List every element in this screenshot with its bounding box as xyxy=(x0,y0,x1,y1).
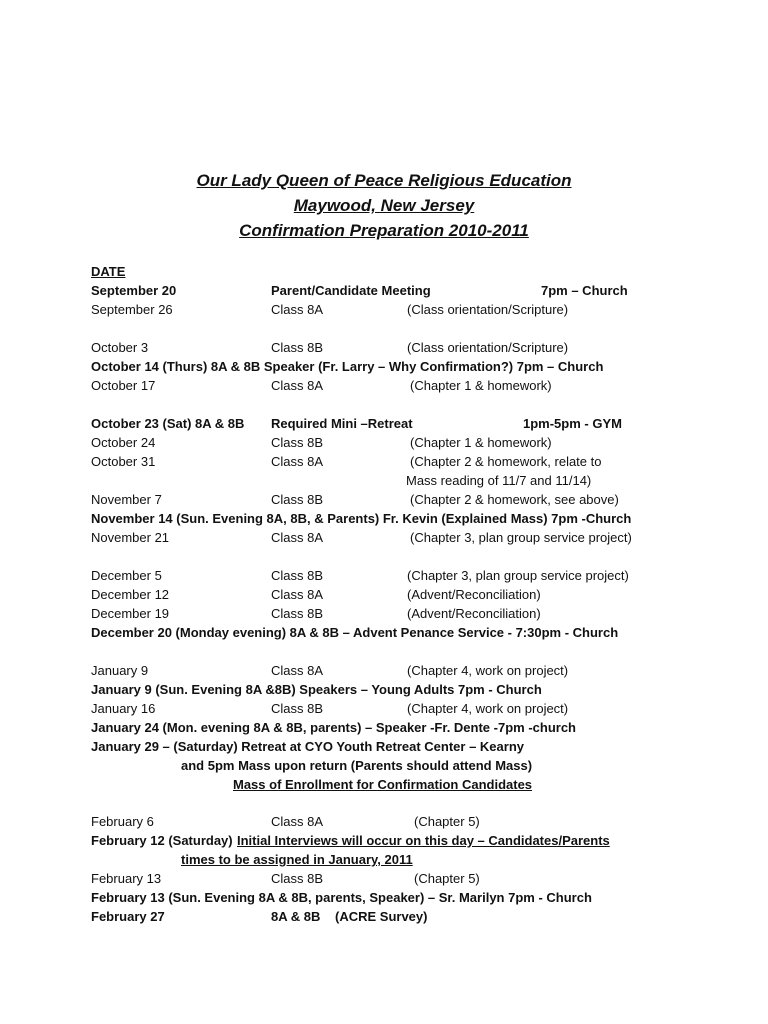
row-date: February 27 xyxy=(91,909,165,924)
row-date: December 19 xyxy=(91,606,170,621)
schedule-row xyxy=(0,718,768,737)
row-note: (Chapter 2 & homework, see above) xyxy=(410,492,619,507)
row-class: Class 8B xyxy=(271,568,324,583)
row-class: Class 8B xyxy=(271,871,324,886)
row-date: October 31 xyxy=(91,454,156,469)
row-note: (Chapter 4, work on project) xyxy=(407,663,569,678)
row-class: Class 8A xyxy=(271,663,324,678)
row-note: (Class orientation/Scripture) xyxy=(407,302,569,317)
schedule-row xyxy=(0,888,768,907)
row-text: November 14 (Sun. Evening 8A, 8B, & Parents) Fr. Kevin (Explained Mass) 7pm -Church xyxy=(91,511,632,526)
row-class: Class 8B xyxy=(271,340,324,355)
row-date: February 13 xyxy=(91,871,162,886)
interviews-note: Initial Interviews will occur on this day – Candidates/Parents xyxy=(237,833,610,848)
schedule-row xyxy=(0,831,768,850)
row-text: December 20 (Monday evening) 8A & 8B – Advent Penance Service - 7:30pm - Church xyxy=(91,625,619,640)
schedule-row xyxy=(0,737,768,756)
row-date: October 3 xyxy=(91,340,149,355)
row-text: February 13 (Sun. Evening 8A & 8B, parents, Speaker) – Sr. Marilyn 7pm - Church xyxy=(91,890,592,905)
row-date: January 16 xyxy=(91,701,156,716)
row-date: December 12 xyxy=(91,587,170,602)
enrollment-mass-note: Mass of Enrollment for Confirmation Candidates xyxy=(233,777,533,792)
interviews-note-continued: times to be assigned in January, 2011 xyxy=(181,852,413,867)
row-note: (Class orientation/Scripture) xyxy=(407,340,569,355)
row-note: (ACRE Survey) xyxy=(335,909,428,924)
location-title: Maywood, New Jersey xyxy=(293,196,475,215)
schedule-row xyxy=(0,812,768,831)
row-date: January 9 xyxy=(91,663,149,678)
schedule-row xyxy=(0,680,768,699)
row-class: Class 8A xyxy=(271,814,324,829)
row-note: (Chapter 5) xyxy=(414,814,480,829)
row-class: Class 8A xyxy=(271,454,324,469)
row-class: Class 8A xyxy=(271,378,324,393)
schedule-row xyxy=(0,585,768,604)
schedule-row xyxy=(0,604,768,623)
row-note: (Chapter 1 & homework) xyxy=(410,435,552,450)
schedule-row xyxy=(0,357,768,376)
row-date: October 17 xyxy=(91,378,156,393)
row-note: (Chapter 2 & homework, relate to xyxy=(410,454,602,469)
row-text: and 5pm Mass upon return (Parents should attend Mass) xyxy=(181,758,533,773)
schedule-row xyxy=(0,528,768,547)
schedule-row-continued xyxy=(0,775,768,794)
schedule-row xyxy=(0,907,768,926)
row-date: October 23 (Sat) 8A & 8B xyxy=(91,416,245,431)
schedule-row xyxy=(0,300,768,319)
row-event: Required Mini –Retreat xyxy=(271,416,413,431)
schedule-row-continued xyxy=(0,471,768,490)
row-class: Class 8B xyxy=(271,435,324,450)
schedule-row xyxy=(0,623,768,642)
row-note: (Chapter 5) xyxy=(414,871,480,886)
schedule-row-continued xyxy=(0,850,768,869)
schedule-row xyxy=(0,490,768,509)
row-note: (Chapter 3, plan group service project) xyxy=(407,568,629,583)
row-event: Parent/Candidate Meeting xyxy=(271,283,431,298)
row-date: September 20 xyxy=(91,283,177,298)
schedule-row xyxy=(0,376,768,395)
row-text: January 29 – (Saturday) Retreat at CYO Youth Retreat Center – Kearny xyxy=(91,739,524,754)
row-note: (Chapter 1 & homework) xyxy=(410,378,552,393)
row-note: (Chapter 3, plan group service project) xyxy=(410,530,632,545)
row-class: Class 8A xyxy=(271,587,324,602)
row-note: (Chapter 4, work on project) xyxy=(407,701,569,716)
parish-title: Our Lady Queen of Peace Religious Education xyxy=(196,171,572,190)
row-date: September 26 xyxy=(91,302,173,317)
row-date: November 21 xyxy=(91,530,170,545)
row-date: November 7 xyxy=(91,492,162,507)
schedule-row xyxy=(0,414,768,433)
row-date: December 5 xyxy=(91,568,162,583)
row-text: October 14 (Thurs) 8A & 8B Speaker (Fr. Larry – Why Confirmation?) 7pm – Church xyxy=(91,359,604,374)
schedule-row xyxy=(0,338,768,357)
row-note: (Advent/Reconciliation) xyxy=(407,606,541,621)
row-date: February 6 xyxy=(91,814,154,829)
row-date: February 12 (Saturday) xyxy=(91,833,233,848)
row-time: 1pm-5pm - GYM xyxy=(523,416,622,431)
schedule-row xyxy=(0,869,768,888)
row-date: October 24 xyxy=(91,435,156,450)
row-class: Class 8B xyxy=(271,606,324,621)
row-class: Class 8A xyxy=(271,530,324,545)
program-title: Confirmation Preparation 2010-2011 xyxy=(239,221,529,240)
row-class: Class 8B xyxy=(271,701,324,716)
schedule-row-continued xyxy=(0,756,768,775)
schedule-row xyxy=(0,509,768,528)
row-note: (Advent/Reconciliation) xyxy=(407,587,541,602)
schedule-row xyxy=(0,699,768,718)
row-class: Class 8A xyxy=(271,302,324,317)
row-note: Mass reading of 11/7 and 11/14) xyxy=(406,473,592,488)
date-heading-line xyxy=(0,262,768,281)
date-heading: DATE xyxy=(91,264,126,279)
schedule-row xyxy=(0,661,768,680)
row-text: January 9 (Sun. Evening 8A &8B) Speakers – Young Adults 7pm - Church xyxy=(91,682,542,697)
row-class: 8A & 8B xyxy=(271,909,321,924)
row-class: Class 8B xyxy=(271,492,324,507)
row-text: January 24 (Mon. evening 8A & 8B, parents) – Speaker -Fr. Dente -7pm -church xyxy=(91,720,576,735)
schedule-row xyxy=(0,566,768,585)
schedule-row xyxy=(0,452,768,471)
schedule-row xyxy=(0,433,768,452)
schedule-row xyxy=(0,281,768,300)
row-time: 7pm – Church xyxy=(541,283,628,298)
